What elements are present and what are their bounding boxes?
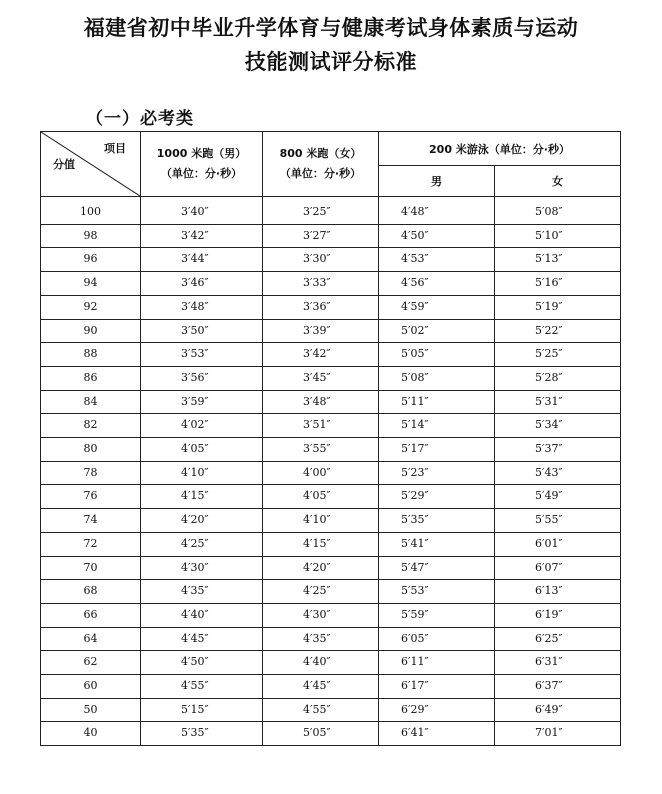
run1000-cell: 4′15″ [141,485,263,509]
run1000-cell: 3′59″ [141,390,263,414]
swim-male-cell: 5′47″ [379,556,495,580]
section-heading: （一）必考类 [86,109,194,129]
score-cell: 66 [41,603,141,627]
run800-cell: 4′20″ [263,556,379,580]
score-cell: 86 [41,366,141,390]
score-cell: 70 [41,556,141,580]
swim-male-cell: 5′11″ [379,390,495,414]
table-row [41,698,621,722]
swim-male-cell: 5′29″ [379,485,495,509]
run1000-cell: 4′35″ [141,580,263,604]
run1000-cell: 4′20″ [141,509,263,533]
swim-male-cell: 6′05″ [379,627,495,651]
run800-cell: 3′48″ [263,390,379,414]
header-run800-title: 800 米跑（女） [279,147,362,160]
swim-male-cell: 5′05″ [379,343,495,367]
swim-female-cell: 7′01″ [495,722,621,746]
run1000-cell: 4′55″ [141,675,263,699]
header-run800 [263,132,379,197]
run1000-cell: 3′42″ [141,224,263,248]
score-cell: 96 [41,248,141,272]
run1000-cell: 4′10″ [141,461,263,485]
table-row [41,556,621,580]
header-swim-male: 男 [379,166,495,197]
score-cell: 100 [41,197,141,225]
table-row [41,390,621,414]
table-row [41,580,621,604]
run800-cell: 5′05″ [263,722,379,746]
score-cell: 74 [41,509,141,533]
swim-male-cell: 5′14″ [379,414,495,438]
table-row [41,485,621,509]
score-cell: 62 [41,651,141,675]
swim-female-cell: 5′13″ [495,248,621,272]
swim-female-cell: 5′16″ [495,272,621,296]
header-run1000 [141,132,263,197]
run1000-cell: 4′02″ [141,414,263,438]
run1000-cell: 3′50″ [141,319,263,343]
score-cell: 64 [41,627,141,651]
run800-cell: 4′10″ [263,509,379,533]
document-title-line1: 福建省初中毕业升学体育与健康考试身体素质与运动 [83,16,579,40]
table-row [41,319,621,343]
table-row [41,366,621,390]
run1000-cell: 5′15″ [141,698,263,722]
table-row [41,343,621,367]
swim-male-cell: 5′41″ [379,532,495,556]
swim-female-cell: 5′49″ [495,485,621,509]
swim-male-cell: 4′50″ [379,224,495,248]
score-cell: 78 [41,461,141,485]
run1000-cell: 3′48″ [141,295,263,319]
swim-female-cell: 5′31″ [495,390,621,414]
run800-cell: 4′45″ [263,675,379,699]
scoring-table [40,131,621,746]
swim-female-cell: 5′08″ [495,197,621,225]
run800-cell: 4′30″ [263,603,379,627]
swim-female-cell: 5′19″ [495,295,621,319]
swim-female-cell: 6′37″ [495,675,621,699]
swim-female-cell: 6′49″ [495,698,621,722]
header-run1000-unit: （单位：分·秒） [160,167,243,180]
swim-male-cell: 4′56″ [379,272,495,296]
run1000-cell: 3′46″ [141,272,263,296]
score-cell: 94 [41,272,141,296]
run800-cell: 3′27″ [263,224,379,248]
run1000-cell: 4′30″ [141,556,263,580]
score-cell: 76 [41,485,141,509]
table-row [41,295,621,319]
run1000-cell: 3′53″ [141,343,263,367]
table-row [41,461,621,485]
score-cell: 90 [41,319,141,343]
swim-female-cell: 6′31″ [495,651,621,675]
swim-male-cell: 4′53″ [379,248,495,272]
document-title-line2: 技能测试评分标准 [245,50,417,74]
score-cell: 80 [41,438,141,462]
table-row [41,627,621,651]
header-swim: 200 米游泳（单位：分·秒） [379,132,621,166]
swim-male-cell: 6′11″ [379,651,495,675]
table-row [41,675,621,699]
swim-male-cell: 4′59″ [379,295,495,319]
swim-female-cell: 5′22″ [495,319,621,343]
run800-cell: 3′36″ [263,295,379,319]
score-cell: 60 [41,675,141,699]
run800-cell: 3′39″ [263,319,379,343]
run800-cell: 3′33″ [263,272,379,296]
score-cell: 50 [41,698,141,722]
swim-male-cell: 5′53″ [379,580,495,604]
run1000-cell: 4′05″ [141,438,263,462]
run800-cell: 4′40″ [263,651,379,675]
swim-female-cell: 6′01″ [495,532,621,556]
swim-female-cell: 5′34″ [495,414,621,438]
swim-male-cell: 5′02″ [379,319,495,343]
run1000-cell: 4′50″ [141,651,263,675]
run800-cell: 3′25″ [263,197,379,225]
table-row [41,414,621,438]
header-project-label: 项目 [104,142,126,155]
run800-cell: 3′30″ [263,248,379,272]
table-row [41,272,621,296]
run800-cell: 3′51″ [263,414,379,438]
run800-cell: 3′42″ [263,343,379,367]
run800-cell: 3′45″ [263,366,379,390]
table-row [41,509,621,533]
score-cell: 98 [41,224,141,248]
run800-cell: 4′35″ [263,627,379,651]
run1000-cell: 4′45″ [141,627,263,651]
run800-cell: 4′55″ [263,698,379,722]
swim-female-cell: 6′13″ [495,580,621,604]
swim-female-cell: 5′55″ [495,509,621,533]
score-cell: 82 [41,414,141,438]
run1000-cell: 5′35″ [141,722,263,746]
run1000-cell: 4′25″ [141,532,263,556]
score-cell: 88 [41,343,141,367]
header-swim-female: 女 [495,166,621,197]
swim-male-cell: 5′17″ [379,438,495,462]
swim-female-cell: 5′28″ [495,366,621,390]
header-run800-unit: （单位：分·秒） [279,167,362,180]
header-run1000-title: 1000 米跑（男） [156,147,247,160]
swim-male-cell: 6′29″ [379,698,495,722]
run1000-cell: 3′56″ [141,366,263,390]
swim-male-cell: 6′41″ [379,722,495,746]
swim-male-cell: 5′35″ [379,509,495,533]
table-row [41,248,621,272]
score-cell: 72 [41,532,141,556]
swim-female-cell: 5′43″ [495,461,621,485]
run800-cell: 4′05″ [263,485,379,509]
swim-male-cell: 5′59″ [379,603,495,627]
score-cell: 92 [41,295,141,319]
table-row [41,197,621,225]
table-row [41,603,621,627]
swim-female-cell: 5′10″ [495,224,621,248]
swim-male-cell: 6′17″ [379,675,495,699]
run1000-cell: 4′40″ [141,603,263,627]
run800-cell: 4′15″ [263,532,379,556]
run1000-cell: 3′40″ [141,197,263,225]
score-cell: 68 [41,580,141,604]
score-cell: 40 [41,722,141,746]
swim-male-cell: 5′08″ [379,366,495,390]
run1000-cell: 3′44″ [141,248,263,272]
swim-female-cell: 5′25″ [495,343,621,367]
run800-cell: 3′55″ [263,438,379,462]
swim-female-cell: 5′37″ [495,438,621,462]
run800-cell: 4′00″ [263,461,379,485]
table-row [41,651,621,675]
run800-cell: 4′25″ [263,580,379,604]
table-row [41,722,621,746]
swim-female-cell: 6′19″ [495,603,621,627]
table-row [41,532,621,556]
table-row [41,224,621,248]
header-corner-cell [41,132,141,197]
header-score-label: 分值 [53,158,75,171]
table-row [41,438,621,462]
swim-male-cell: 4′48″ [379,197,495,225]
score-cell: 84 [41,390,141,414]
swim-female-cell: 6′25″ [495,627,621,651]
swim-male-cell: 5′23″ [379,461,495,485]
swim-female-cell: 6′07″ [495,556,621,580]
